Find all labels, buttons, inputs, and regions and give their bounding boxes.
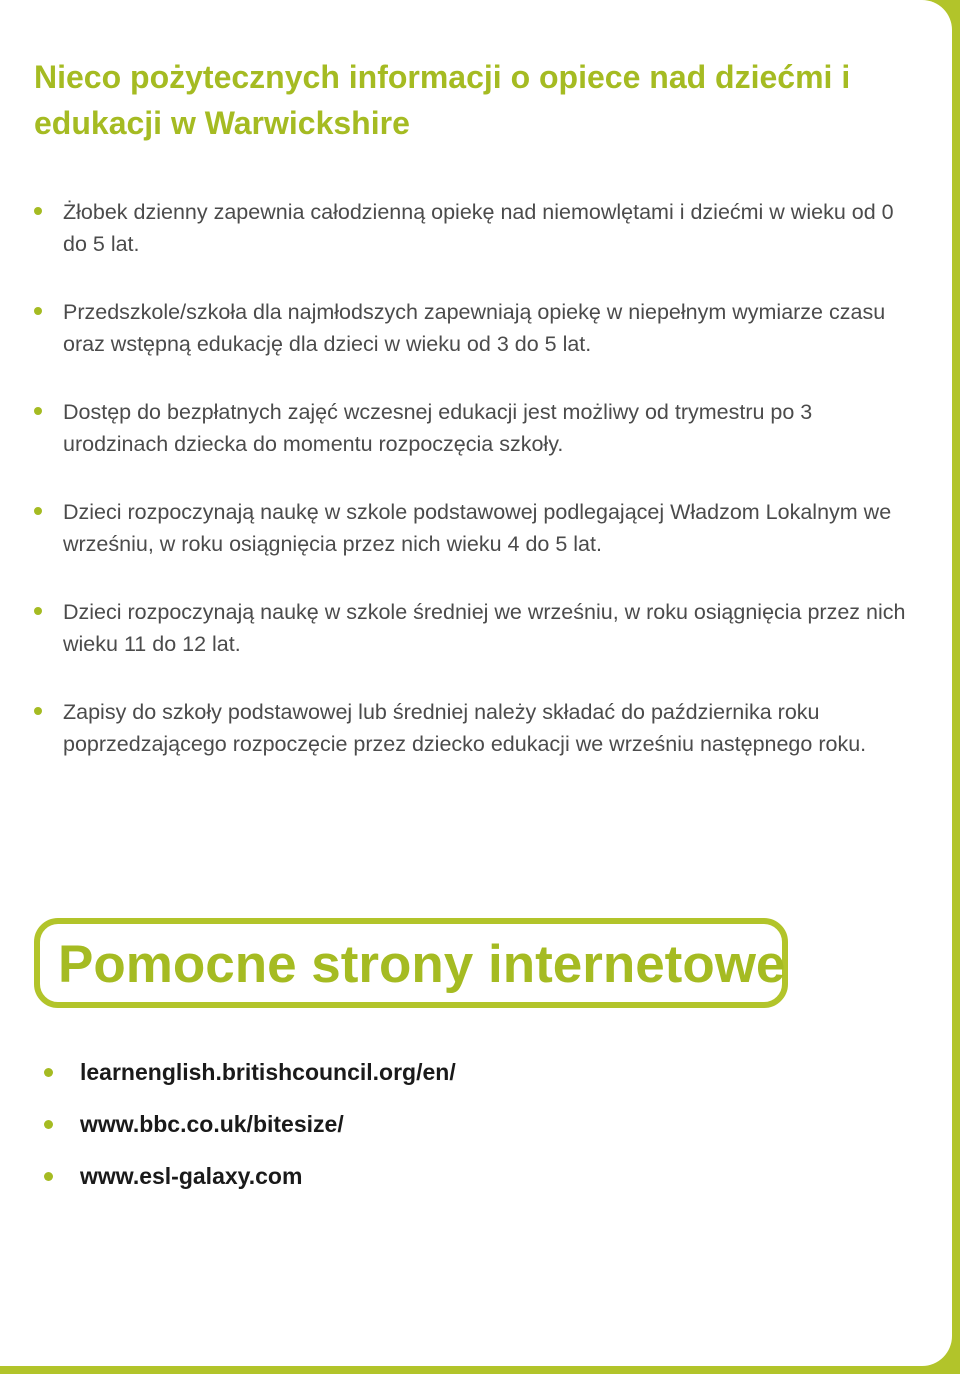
link-bbc-bitesize[interactable]: www.bbc.co.uk/bitesize/ [80, 1111, 344, 1137]
list-item-text: Żłobek dzienny zapewnia całodzienną opiekę nad niemowlętami i dziećmi w wieku od 0 do 5 lat. [63, 200, 894, 256]
list-item [32, 496, 912, 560]
link-list-item [42, 1054, 456, 1106]
link-list-item [42, 1106, 456, 1158]
bullet-icon [34, 407, 42, 415]
list-item-text: Zapisy do szkoły podstawowej lub średniej należy składać do października roku poprzedzającego rozpoczęcie przez dziecko edukacji we wrześniu następnego roku. [63, 700, 867, 756]
link-list [42, 1054, 456, 1210]
bullet-icon [44, 1068, 53, 1077]
bullet-icon [34, 207, 42, 215]
bullet-icon [34, 507, 42, 515]
list-item [32, 296, 912, 360]
list-item [32, 396, 912, 460]
link-esl-galaxy[interactable]: www.esl-galaxy.com [80, 1163, 303, 1189]
list-item [32, 696, 912, 760]
bullet-icon [34, 707, 42, 715]
bullet-icon [34, 307, 42, 315]
info-list [32, 196, 912, 796]
links-heading-box [34, 918, 788, 1008]
list-item-text: Dostęp do bezpłatnych zajęć wczesnej edukacji jest możliwy od trymestru po 3 urodzinach dziecka do momentu rozpoczęcia szkoły. [63, 400, 813, 456]
page-title: Nieco pożytecznych informacji o opiece nad dziećmi i edukacji w Warwickshire [34, 59, 851, 141]
bullet-icon [44, 1172, 53, 1181]
link-list-item [42, 1158, 456, 1210]
bullet-icon [44, 1120, 53, 1129]
link-learnenglish[interactable]: learnenglish.britishcouncil.org/en/ [80, 1059, 456, 1085]
list-item-text: Dzieci rozpoczynają naukę w szkole średniej we wrześniu, w roku osiągnięcia przez nich wieku 11 do 12 lat. [63, 600, 906, 656]
list-item-text: Przedszkole/szkoła dla najmłodszych zapewniają opiekę w niepełnym wymiarze czasu oraz wstępną edukację dla dzieci w wieku od 3 do 5 lat. [63, 300, 886, 356]
list-item [32, 596, 912, 660]
list-item [32, 196, 912, 260]
list-item-text: Dzieci rozpoczynają naukę w szkole podstawowej podlegającej Władzom Lokalnym we wrześniu, w roku osiągnięcia przez nich wieku 4 do 5 lat. [63, 500, 892, 556]
links-section-title: Pomocne strony internetowe [58, 935, 786, 994]
bullet-icon [34, 607, 42, 615]
